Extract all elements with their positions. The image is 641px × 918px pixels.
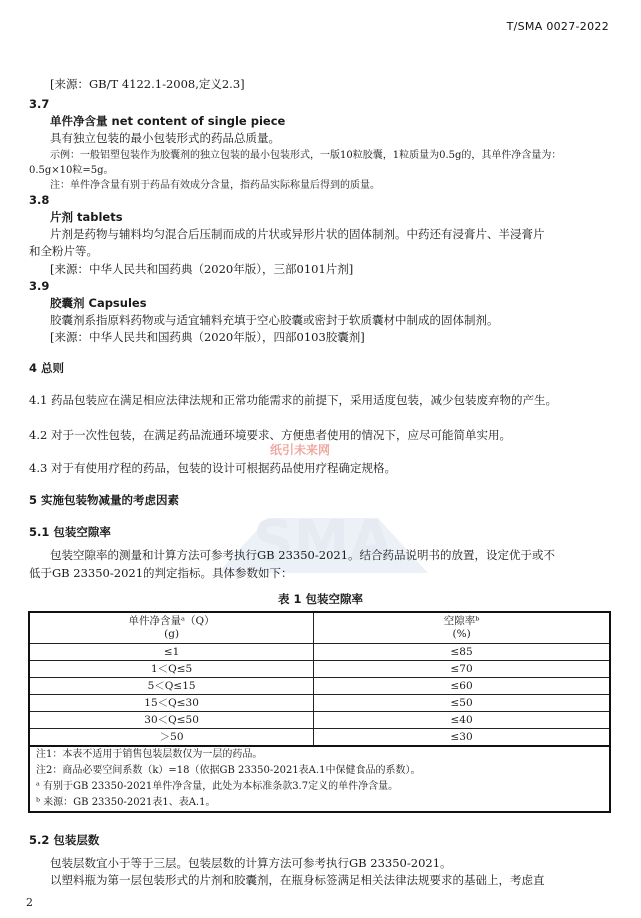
section-5-1-heading: 5.1 包装空隙率 (29, 525, 111, 539)
clause-4-1: 4.1 药品包装应在满足相应法律法规和正常功能需求的前提下，采用适度包装，减少包装废弃物的产生。 (29, 393, 557, 407)
cell-net-content: 30＜Q≤50 (29, 712, 314, 729)
section-5-2-paragraph-2: 以塑料瓶为第一层包装形式的片剂和胶囊剂，在瓶身标签满足相关法律法规要求的基础上，考虑直 (50, 873, 545, 887)
table-note-row (29, 779, 610, 795)
section-3-7-example-1: 示例：一般铝塑包装作为胶囊剂的独立包装的最小包装形式，一版10粒胶囊，1粒质量为0.5g的，其单件净含量为： (50, 150, 562, 161)
cell-void-ratio: ≤60 (314, 678, 610, 695)
column-header-net-content-line2: (g) (164, 628, 180, 640)
ref-36: [来源：GB/T 4122.1-2008,定义2.3] (50, 77, 245, 91)
table-row (29, 661, 610, 678)
cell-net-content: ≤1 (29, 644, 314, 661)
void-ratio-table (28, 611, 611, 813)
table-row (29, 678, 610, 695)
section-3-7-term: 单件净含量 net content of single piece (50, 114, 286, 128)
table-row (29, 729, 610, 747)
cell-net-content: ＞50 (29, 729, 314, 747)
section-3-7-note: 注：单件净含量有别于药品有效成分含量，指药品实际称量后得到的质量。 (50, 180, 380, 191)
section-3-9-definition: 胶囊剂系指原料药物或与适宜辅料充填于空心胶囊或密封于软质囊材中制成的固体制剂。 (50, 313, 499, 327)
clause-4-3: 4.3 对于有使用疗程的药品，包装的设计可根据药品使用疗程确定规格。 (29, 461, 396, 475)
table-note-2: 注2：商品必要空间系数（k）=18（依据GB 23350-2021表A.1中保健食品的系数）。 (29, 763, 610, 779)
section-5-1-paragraph-1: 包装空隙率的测量和计算方法可参考执行GB 23350-2021。结合药品说明书的放置，设定优于或不 (50, 548, 556, 562)
cell-net-content: 15＜Q≤30 (29, 695, 314, 712)
table-note-row (29, 746, 610, 763)
section-3-7-definition: 具有独立包装的最小包装形式的药品总质量。 (50, 131, 280, 145)
section-5-heading: 5 实施包装物减量的考虑因素 (29, 493, 180, 507)
section-3-8-definition-2: 和全粉片等。 (29, 244, 98, 258)
table-footnote-a: ᵃ 有别于GB 23350-2021单件净含量，此处为本标准条款3.7定义的单件净含量。 (29, 779, 610, 795)
cell-net-content: 1＜Q≤5 (29, 661, 314, 678)
cell-net-content: 5＜Q≤15 (29, 678, 314, 695)
cell-void-ratio: ≤50 (314, 695, 610, 712)
column-header-net-content-line1: 单件净含量ᵃ（Q） (128, 615, 215, 627)
table-note-1: 注1：本表不适用于销售包装层数仅为一层的药品。 (29, 746, 610, 763)
section-4-heading: 4 总则 (29, 361, 65, 375)
section-3-8-ref: [来源：中华人民共和国药典（2020年版），三部0101片剂] (50, 262, 354, 276)
cell-void-ratio: ≤85 (314, 644, 610, 661)
table-1-title: 表 1 包装空隙率 (277, 592, 363, 606)
section-3-7-number: 3.7 (29, 97, 50, 111)
cell-void-ratio: ≤70 (314, 661, 610, 678)
table-row (29, 712, 610, 729)
document-id-header: T/SMA 0027-2022 (506, 20, 609, 33)
section-3-7-example-2: 0.5g×10粒=5g。 (29, 165, 114, 176)
section-5-2-heading: 5.2 包装层数 (29, 833, 100, 847)
cell-void-ratio: ≤30 (314, 729, 610, 747)
section-3-9-number: 3.9 (29, 279, 50, 293)
section-3-9-ref: [来源：中华人民共和国药典（2020年版），四部0103胶囊剂] (50, 330, 365, 344)
watermark-site-label: 纸引未来网 (270, 443, 331, 457)
column-header-void-ratio (314, 612, 610, 644)
section-5-1-paragraph-2: 低于GB 23350-2021的判定指标。具体参数如下： (29, 566, 293, 580)
section-3-8-definition-1: 片剂是药物与辅料均匀混合后压制而成的片状或异形片状的固体制剂。中药还有浸膏片、半浸膏片 (50, 227, 545, 241)
table-note-row (29, 795, 610, 812)
page-number: 2 (26, 896, 33, 909)
section-3-8-number: 3.8 (29, 193, 50, 207)
table-row (29, 695, 610, 712)
section-3-9-term: 胶囊剂 Capsules (50, 296, 147, 310)
table-row (29, 644, 610, 661)
cell-void-ratio: ≤40 (314, 712, 610, 729)
section-3-8-term: 片剂 tablets (50, 210, 123, 224)
column-header-void-ratio-line1: 空隙率ᵇ (443, 615, 480, 627)
table-note-row (29, 763, 610, 779)
clause-4-2: 4.2 对于一次性包装，在满足药品流通环境要求、方便患者使用的情况下，应尽可能简单实用。 (29, 428, 511, 442)
column-header-void-ratio-line2: (%) (452, 628, 471, 640)
table-footnote-b: ᵇ 来源：GB 23350-2021表1、表A.1。 (29, 795, 610, 812)
section-5-2-paragraph-1: 包装层数宜小于等于三层。包装层数的计算方法可参考执行GB 23350-2021。 (50, 856, 452, 870)
column-header-net-content (29, 612, 314, 644)
watermark-brand: SMA (253, 509, 393, 574)
